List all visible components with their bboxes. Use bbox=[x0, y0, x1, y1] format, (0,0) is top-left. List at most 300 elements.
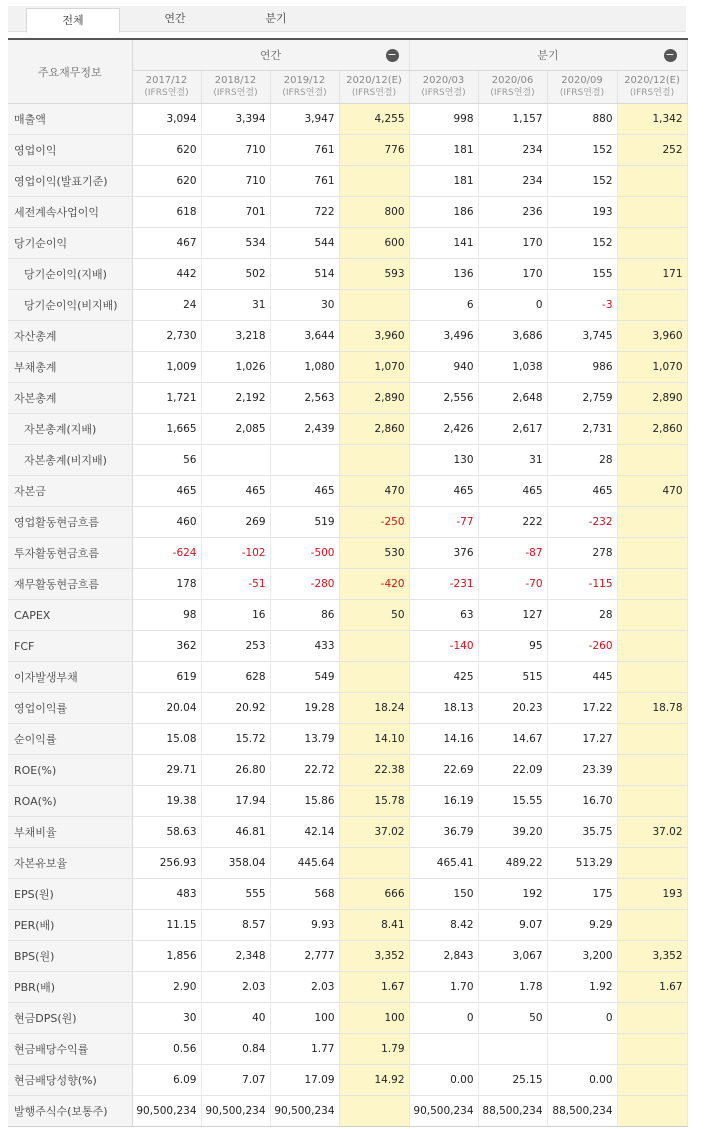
table-cell: 0.84 bbox=[201, 1034, 270, 1065]
table-cell: 470 bbox=[339, 476, 409, 507]
table-cell: 14.10 bbox=[339, 724, 409, 755]
period-basis: (IFRS연결) bbox=[559, 88, 605, 98]
table-row bbox=[8, 476, 687, 507]
table-cell: 2,648 bbox=[478, 383, 547, 414]
table-row bbox=[8, 166, 687, 197]
table-cell bbox=[617, 445, 687, 476]
table-row bbox=[8, 1096, 687, 1127]
table-cell: 8.42 bbox=[409, 910, 478, 941]
table-cell: 701 bbox=[201, 197, 270, 228]
table-cell: 2,348 bbox=[201, 941, 270, 972]
table-cell: -51 bbox=[201, 569, 270, 600]
tab-all[interactable]: 전체 bbox=[26, 8, 120, 33]
table-cell: 620 bbox=[132, 166, 201, 197]
period-basis: (IFRS연결) bbox=[629, 88, 675, 98]
table-cell: 98 bbox=[132, 600, 201, 631]
table-cell: 193 bbox=[547, 197, 617, 228]
table-cell bbox=[617, 1034, 687, 1065]
table-cell: 15.72 bbox=[201, 724, 270, 755]
table-cell: 666 bbox=[339, 879, 409, 910]
table-cell: 17.09 bbox=[270, 1065, 339, 1096]
table-cell: 1.77 bbox=[270, 1034, 339, 1065]
row-label[interactable]: PBR(배) bbox=[8, 972, 132, 1003]
table-row bbox=[8, 228, 687, 259]
table-cell: 600 bbox=[339, 228, 409, 259]
table-cell: 100 bbox=[270, 1003, 339, 1034]
table-cell: 11.15 bbox=[132, 910, 201, 941]
table-cell: 17.22 bbox=[547, 693, 617, 724]
table-cell: 3,644 bbox=[270, 321, 339, 352]
table-cell bbox=[617, 1065, 687, 1096]
table-cell: 29.71 bbox=[132, 755, 201, 786]
table-cell: 37.02 bbox=[339, 817, 409, 848]
period-header bbox=[617, 71, 687, 104]
row-label[interactable]: 현금DPS(원) bbox=[8, 1003, 132, 1034]
table-cell: 6 bbox=[409, 290, 478, 321]
table-cell: 2,192 bbox=[201, 383, 270, 414]
period-basis: (IFRS연결) bbox=[490, 88, 535, 98]
table-cell: 6.09 bbox=[132, 1065, 201, 1096]
table-cell: 31 bbox=[478, 445, 547, 476]
table-cell bbox=[617, 786, 687, 817]
period-header bbox=[270, 71, 339, 104]
table-cell: 376 bbox=[409, 538, 478, 569]
table-cell: 2,860 bbox=[339, 414, 409, 445]
table-cell: 14.16 bbox=[409, 724, 478, 755]
table-cell: 362 bbox=[132, 631, 201, 662]
period-label: 2017/12 bbox=[145, 75, 188, 86]
annual-group-header bbox=[132, 39, 409, 71]
table-cell: 0.56 bbox=[132, 1034, 201, 1065]
table-cell: 56 bbox=[132, 445, 201, 476]
table-cell: 2,759 bbox=[547, 383, 617, 414]
table-cell: 20.04 bbox=[132, 693, 201, 724]
table-cell: -250 bbox=[339, 507, 409, 538]
table-cell bbox=[201, 445, 270, 476]
table-cell: 710 bbox=[201, 166, 270, 197]
table-cell: 16.70 bbox=[547, 786, 617, 817]
table-cell: 14.67 bbox=[478, 724, 547, 755]
row-label[interactable]: 당기순이익(비지배) bbox=[8, 290, 132, 321]
table-cell: 8.57 bbox=[201, 910, 270, 941]
table-cell: 28 bbox=[547, 600, 617, 631]
row-label[interactable]: 당기순이익(지배) bbox=[8, 259, 132, 290]
table-cell: 555 bbox=[201, 879, 270, 910]
table-cell: 722 bbox=[270, 197, 339, 228]
table-cell: 2.03 bbox=[201, 972, 270, 1003]
row-label[interactable]: 부채비율 bbox=[8, 817, 132, 848]
table-cell: 1,080 bbox=[270, 352, 339, 383]
period-header bbox=[339, 71, 409, 104]
table-cell: 3,352 bbox=[339, 941, 409, 972]
table-cell: 152 bbox=[547, 166, 617, 197]
row-label[interactable]: 자본유보율 bbox=[8, 848, 132, 879]
table-row bbox=[8, 569, 687, 600]
table-cell: 28 bbox=[547, 445, 617, 476]
table-cell: 998 bbox=[409, 104, 478, 135]
table-cell: 986 bbox=[547, 352, 617, 383]
table-cell: 568 bbox=[270, 879, 339, 910]
table-row bbox=[8, 1003, 687, 1034]
table-cell: 14.92 bbox=[339, 1065, 409, 1096]
table-row bbox=[8, 848, 687, 879]
table-cell bbox=[339, 166, 409, 197]
period-label: 2020/03 bbox=[422, 75, 465, 86]
table-cell: 36.79 bbox=[409, 817, 478, 848]
table-cell: 127 bbox=[478, 600, 547, 631]
table-cell: 42.14 bbox=[270, 817, 339, 848]
row-label[interactable]: 자산총계 bbox=[8, 321, 132, 352]
table-cell: 136 bbox=[409, 259, 478, 290]
table-cell: 150 bbox=[409, 879, 478, 910]
table-cell: 17.27 bbox=[547, 724, 617, 755]
table-cell: 2,556 bbox=[409, 383, 478, 414]
table-cell: 20.23 bbox=[478, 693, 547, 724]
table-cell: 442 bbox=[132, 259, 201, 290]
table-cell: 181 bbox=[409, 135, 478, 166]
table-cell: 618 bbox=[132, 197, 201, 228]
quarter-group-label: 분기 bbox=[537, 49, 559, 62]
table-cell: 2,617 bbox=[478, 414, 547, 445]
table-row bbox=[8, 662, 687, 693]
table-cell: 152 bbox=[547, 135, 617, 166]
table-cell: 3,394 bbox=[201, 104, 270, 135]
row-label[interactable]: 현금배당수익률 bbox=[8, 1034, 132, 1065]
table-cell: 544 bbox=[270, 228, 339, 259]
table-cell bbox=[617, 848, 687, 879]
period-basis: (IFRS연결) bbox=[421, 88, 466, 98]
table-cell: 269 bbox=[201, 507, 270, 538]
row-label[interactable]: 투자활동현금흐름 bbox=[8, 538, 132, 569]
table-row bbox=[8, 445, 687, 476]
table-cell: 1.70 bbox=[409, 972, 478, 1003]
table-cell: 152 bbox=[547, 228, 617, 259]
table-row bbox=[8, 383, 687, 414]
table-cell: 236 bbox=[478, 197, 547, 228]
table-cell: 50 bbox=[339, 600, 409, 631]
table-row bbox=[8, 910, 687, 941]
table-cell: 16.19 bbox=[409, 786, 478, 817]
row-label[interactable]: 자본금 bbox=[8, 476, 132, 507]
table-cell: 13.79 bbox=[270, 724, 339, 755]
table-cell bbox=[339, 631, 409, 662]
period-label: 2020/12(E) bbox=[346, 75, 402, 86]
collapse-quarter-icon[interactable]: − bbox=[665, 48, 675, 61]
table-cell: 192 bbox=[478, 879, 547, 910]
table-cell: 8.41 bbox=[339, 910, 409, 941]
table-cell: 465 bbox=[478, 476, 547, 507]
period-basis: (IFRS연결) bbox=[351, 88, 397, 98]
table-cell: 18.13 bbox=[409, 693, 478, 724]
table-cell: 170 bbox=[478, 228, 547, 259]
period-label: 2020/12(E) bbox=[624, 75, 680, 86]
table-cell: 15.08 bbox=[132, 724, 201, 755]
row-label[interactable]: 영업활동현금흐름 bbox=[8, 507, 132, 538]
table-cell: 1.92 bbox=[547, 972, 617, 1003]
table-cell: -70 bbox=[478, 569, 547, 600]
table-cell: 0 bbox=[478, 290, 547, 321]
table-cell bbox=[617, 507, 687, 538]
table-cell: 181 bbox=[409, 166, 478, 197]
table-cell: 0.00 bbox=[409, 1065, 478, 1096]
table-cell: 2,439 bbox=[270, 414, 339, 445]
table-cell: 514 bbox=[270, 259, 339, 290]
table-cell bbox=[617, 290, 687, 321]
table-cell bbox=[339, 848, 409, 879]
table-cell: 35.75 bbox=[547, 817, 617, 848]
table-row bbox=[8, 631, 687, 662]
table-cell: -140 bbox=[409, 631, 478, 662]
table-cell: 9.07 bbox=[478, 910, 547, 941]
table-cell: 1,856 bbox=[132, 941, 201, 972]
table-row bbox=[8, 972, 687, 1003]
table-cell: 3,218 bbox=[201, 321, 270, 352]
table-cell bbox=[617, 600, 687, 631]
tab-annual[interactable]: 연간 bbox=[164, 12, 186, 25]
row-label[interactable]: 순이익률 bbox=[8, 724, 132, 755]
row-label[interactable]: CAPEX bbox=[8, 600, 132, 631]
row-label[interactable]: PER(배) bbox=[8, 910, 132, 941]
table-cell: 0 bbox=[409, 1003, 478, 1034]
table-cell: 186 bbox=[409, 197, 478, 228]
row-label[interactable]: 자본총계(비지배) bbox=[8, 445, 132, 476]
table-cell: 3,496 bbox=[409, 321, 478, 352]
table-cell bbox=[617, 197, 687, 228]
row-label[interactable]: 자본총계 bbox=[8, 383, 132, 414]
table-cell: 880 bbox=[547, 104, 617, 135]
table-cell: -260 bbox=[547, 631, 617, 662]
table-cell: 175 bbox=[547, 879, 617, 910]
table-cell: 3,960 bbox=[339, 321, 409, 352]
table-cell bbox=[339, 662, 409, 693]
table-cell: 2,563 bbox=[270, 383, 339, 414]
table-cell: 3,200 bbox=[547, 941, 617, 972]
row-label[interactable]: EPS(원) bbox=[8, 879, 132, 910]
table-cell: 37.02 bbox=[617, 817, 687, 848]
table-cell: 178 bbox=[132, 569, 201, 600]
table-row bbox=[8, 755, 687, 786]
table-cell: -420 bbox=[339, 569, 409, 600]
table-cell: 3,352 bbox=[617, 941, 687, 972]
table-cell: 9.29 bbox=[547, 910, 617, 941]
table-cell: 465 bbox=[132, 476, 201, 507]
table-cell: 776 bbox=[339, 135, 409, 166]
period-header bbox=[478, 71, 547, 104]
table-cell: -115 bbox=[547, 569, 617, 600]
table-cell: 3,947 bbox=[270, 104, 339, 135]
table-row bbox=[8, 259, 687, 290]
table-cell: 50 bbox=[478, 1003, 547, 1034]
table-cell: 26.80 bbox=[201, 755, 270, 786]
table-cell: 40 bbox=[201, 1003, 270, 1034]
row-label[interactable]: ROA(%) bbox=[8, 786, 132, 817]
period-basis: (IFRS연결) bbox=[282, 88, 327, 98]
table-row bbox=[8, 104, 687, 135]
table-cell: 58.63 bbox=[132, 817, 201, 848]
table-cell bbox=[617, 1096, 687, 1127]
table-cell: 24 bbox=[132, 290, 201, 321]
table-cell: 433 bbox=[270, 631, 339, 662]
table-cell bbox=[617, 631, 687, 662]
table-cell: 465 bbox=[270, 476, 339, 507]
table-cell: 16 bbox=[201, 600, 270, 631]
collapse-annual-icon[interactable]: − bbox=[387, 48, 397, 61]
table-cell: 502 bbox=[201, 259, 270, 290]
table-cell: 2,890 bbox=[339, 383, 409, 414]
table-cell: 18.24 bbox=[339, 693, 409, 724]
table-cell: 63 bbox=[409, 600, 478, 631]
table-cell: 0 bbox=[547, 1003, 617, 1034]
row-label[interactable]: BPS(원) bbox=[8, 941, 132, 972]
table-cell: 465 bbox=[409, 476, 478, 507]
table-cell: 3,745 bbox=[547, 321, 617, 352]
table-cell: 252 bbox=[617, 135, 687, 166]
row-label[interactable]: ROE(%) bbox=[8, 755, 132, 786]
table-cell: 465 bbox=[201, 476, 270, 507]
table-cell: 130 bbox=[409, 445, 478, 476]
table-cell bbox=[409, 1034, 478, 1065]
table-cell: 46.81 bbox=[201, 817, 270, 848]
table-cell: 2.90 bbox=[132, 972, 201, 1003]
row-label[interactable]: 발행주식수(보통주) bbox=[8, 1096, 132, 1127]
table-cell: 100 bbox=[339, 1003, 409, 1034]
table-cell: 15.55 bbox=[478, 786, 547, 817]
table-cell: 7.07 bbox=[201, 1065, 270, 1096]
table-cell: 1.79 bbox=[339, 1034, 409, 1065]
table-row bbox=[8, 600, 687, 631]
period-header bbox=[409, 71, 478, 104]
table-cell: 141 bbox=[409, 228, 478, 259]
table-cell: 515 bbox=[478, 662, 547, 693]
table-cell: 460 bbox=[132, 507, 201, 538]
table-cell: 22.69 bbox=[409, 755, 478, 786]
table-cell: 549 bbox=[270, 662, 339, 693]
period-header bbox=[201, 71, 270, 104]
table-cell bbox=[617, 755, 687, 786]
row-label[interactable]: 영업이익률 bbox=[8, 693, 132, 724]
table-cell: 593 bbox=[339, 259, 409, 290]
table-cell: 465.41 bbox=[409, 848, 478, 879]
table-cell: 234 bbox=[478, 166, 547, 197]
period-basis: (IFRS연결) bbox=[213, 88, 258, 98]
table-cell: -3 bbox=[547, 290, 617, 321]
period-header bbox=[547, 71, 617, 104]
table-cell: 2,731 bbox=[547, 414, 617, 445]
table-cell: 15.86 bbox=[270, 786, 339, 817]
table-cell bbox=[270, 445, 339, 476]
table-cell: 23.39 bbox=[547, 755, 617, 786]
table-cell: 30 bbox=[132, 1003, 201, 1034]
table-cell: 30 bbox=[270, 290, 339, 321]
row-label[interactable]: FCF bbox=[8, 631, 132, 662]
table-row bbox=[8, 197, 687, 228]
row-label[interactable]: 당기순이익 bbox=[8, 228, 132, 259]
table-cell: 940 bbox=[409, 352, 478, 383]
table-cell: 3,094 bbox=[132, 104, 201, 135]
table-cell: 222 bbox=[478, 507, 547, 538]
table-cell bbox=[617, 538, 687, 569]
table-cell: 1,009 bbox=[132, 352, 201, 383]
table-cell: 2,777 bbox=[270, 941, 339, 972]
row-label[interactable]: 이자발생부채 bbox=[8, 662, 132, 693]
table-cell: 1.67 bbox=[339, 972, 409, 1003]
table-cell: 2,085 bbox=[201, 414, 270, 445]
row-label[interactable]: 세전계속사업이익 bbox=[8, 197, 132, 228]
table-cell: 2,890 bbox=[617, 383, 687, 414]
table-cell: 0.00 bbox=[547, 1065, 617, 1096]
table-cell: 278 bbox=[547, 538, 617, 569]
table-cell: 425 bbox=[409, 662, 478, 693]
table-cell: 2,843 bbox=[409, 941, 478, 972]
table-cell: 253 bbox=[201, 631, 270, 662]
table-cell: 90,500,234 bbox=[132, 1096, 201, 1127]
row-label[interactable]: 부채총계 bbox=[8, 352, 132, 383]
table-cell: 20.92 bbox=[201, 693, 270, 724]
table-cell: 1.78 bbox=[478, 972, 547, 1003]
table-row bbox=[8, 135, 687, 166]
table-row bbox=[8, 693, 687, 724]
table-cell bbox=[617, 166, 687, 197]
row-label[interactable]: 영업이익 bbox=[8, 135, 132, 166]
table-cell: 3,067 bbox=[478, 941, 547, 972]
period-label: 2020/09 bbox=[561, 75, 603, 86]
table-cell: 9.93 bbox=[270, 910, 339, 941]
table-cell: 465 bbox=[547, 476, 617, 507]
table-cell: 1.67 bbox=[617, 972, 687, 1003]
table-row bbox=[8, 321, 687, 352]
table-cell: 2,426 bbox=[409, 414, 478, 445]
table-cell: 445 bbox=[547, 662, 617, 693]
table-cell: 155 bbox=[547, 259, 617, 290]
table-cell bbox=[617, 662, 687, 693]
tab-bar bbox=[8, 6, 686, 32]
table-cell: 88,500,234 bbox=[478, 1096, 547, 1127]
table-cell: 19.38 bbox=[132, 786, 201, 817]
table-row bbox=[8, 724, 687, 755]
table-cell: 171 bbox=[617, 259, 687, 290]
table-cell: 15.78 bbox=[339, 786, 409, 817]
table-cell: 628 bbox=[201, 662, 270, 693]
table-cell: 170 bbox=[478, 259, 547, 290]
table-cell: 90,500,234 bbox=[270, 1096, 339, 1127]
table-cell bbox=[617, 910, 687, 941]
row-label[interactable]: 현금배당성향(%) bbox=[8, 1065, 132, 1096]
table-cell: 256.93 bbox=[132, 848, 201, 879]
table-cell: 761 bbox=[270, 166, 339, 197]
table-cell: 620 bbox=[132, 135, 201, 166]
table-cell: 1,157 bbox=[478, 104, 547, 135]
table-row bbox=[8, 1065, 687, 1096]
table-cell: 2.03 bbox=[270, 972, 339, 1003]
tab-quarterly[interactable]: 분기 bbox=[265, 12, 287, 25]
table-cell: 22.72 bbox=[270, 755, 339, 786]
table-cell: 90,500,234 bbox=[201, 1096, 270, 1127]
table-row bbox=[8, 538, 687, 569]
table-cell: 761 bbox=[270, 135, 339, 166]
table-cell: 95 bbox=[478, 631, 547, 662]
table-cell bbox=[339, 290, 409, 321]
row-label-header: 주요재무정보 bbox=[8, 39, 132, 104]
row-label[interactable]: 영업이익(발표기준) bbox=[8, 166, 132, 197]
period-label: 2019/12 bbox=[283, 75, 326, 86]
row-label[interactable]: 재무활동현금흐름 bbox=[8, 569, 132, 600]
annual-group-label: 연간 bbox=[259, 49, 282, 62]
table-cell: 22.38 bbox=[339, 755, 409, 786]
table-row bbox=[8, 817, 687, 848]
table-cell: 1,342 bbox=[617, 104, 687, 135]
row-label[interactable]: 자본총계(지배) bbox=[8, 414, 132, 445]
row-label[interactable]: 매출액 bbox=[8, 104, 132, 135]
